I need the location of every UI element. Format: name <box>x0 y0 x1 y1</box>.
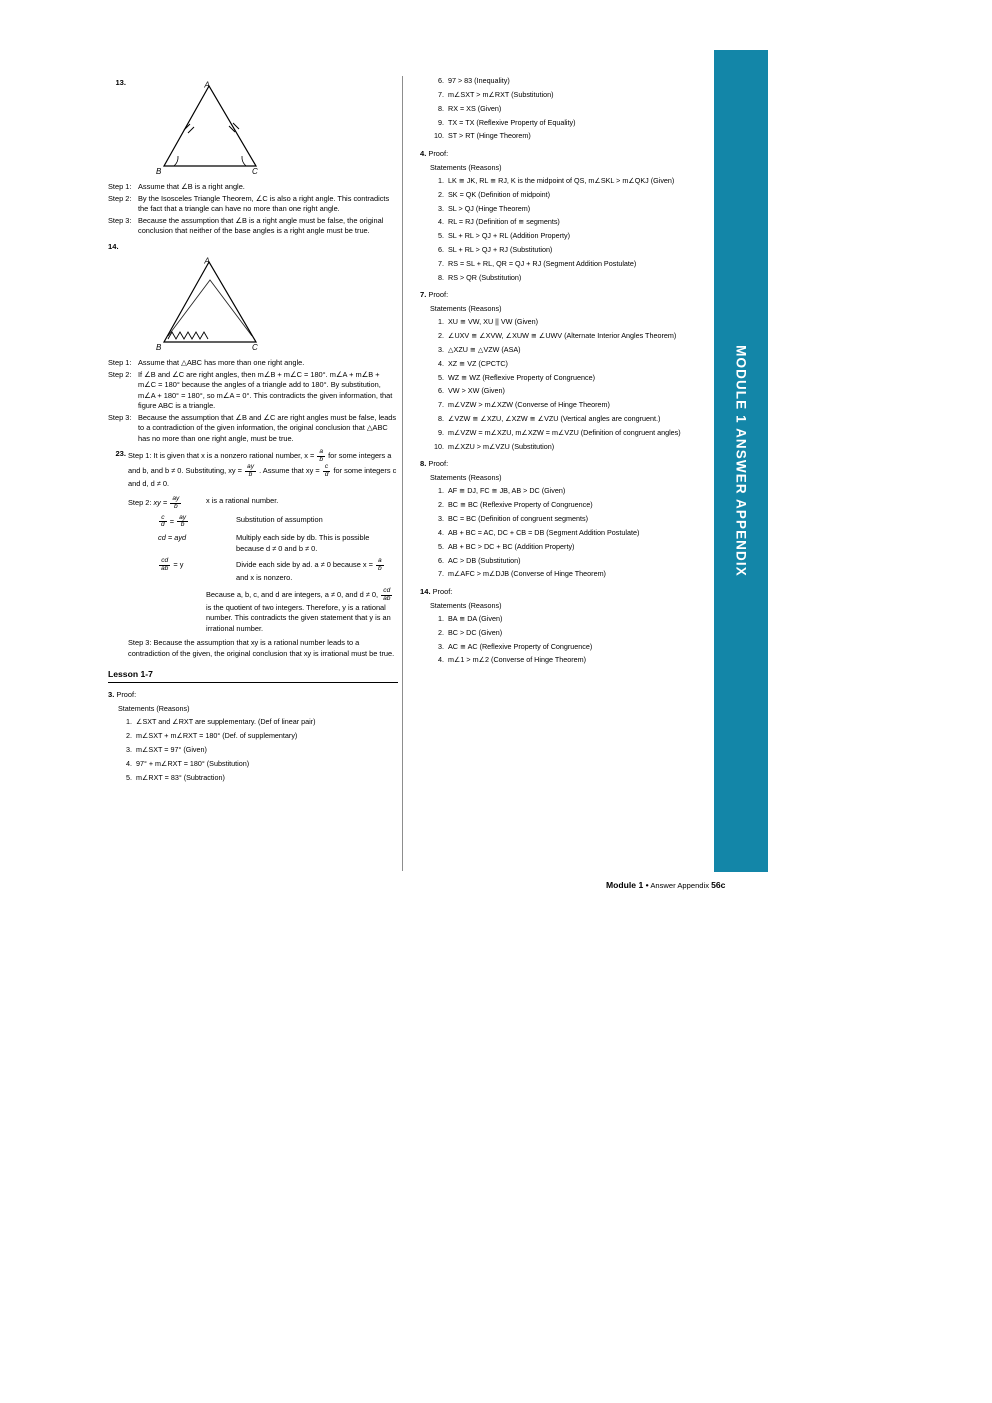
item-14-step-3-text: Because the assumption that ∠B and ∠C are right angles must be false, leads to a contradiction of the given information, the original conclusion that △ABC has no more than one right angle, must be true. <box>138 412 397 443</box>
item-3-number: 3. <box>108 690 115 700</box>
list-item: 8. RS > QR (Substitution) <box>438 272 522 282</box>
svg-text:B: B <box>156 167 162 176</box>
item-13-step-1-text: Assume that ∠B is a right angle. <box>138 182 245 191</box>
item-13-step-1 <box>108 182 398 193</box>
left-column <box>108 76 398 787</box>
item-23-row-1-left <box>128 496 206 511</box>
item-13-step-2-label: Step 2: <box>108 193 132 203</box>
item-23-step-1 <box>128 449 398 489</box>
item-14-step-3 <box>108 413 398 445</box>
list-item: 3. AC ≅ AC (Reflexive Property of Congruence) <box>438 641 593 651</box>
item-23-row-2-left <box>128 515 236 530</box>
item-7-proof-label: Proof: <box>428 290 449 300</box>
svg-text:B: B <box>156 343 162 353</box>
item-23-row-3-right: Multiply each side by db. This is possible because d ≠ 0 and b ≠ 0. <box>236 533 370 553</box>
lesson-heading: Lesson 1-7 <box>108 669 153 680</box>
item-4-proof-label: Proof: <box>428 148 449 158</box>
list-item: 1. LK ≅ JK, RL ≅ RJ, K is the midpoint of QS, m∠SKL > m∠QKJ (Given) <box>438 175 675 185</box>
item-23-closing <box>206 588 398 634</box>
list-item: 7. m∠SXT > m∠RXT (Substitution) <box>438 89 554 99</box>
answer-item-14-right <box>420 587 710 665</box>
list-item: 2. m∠SXT + m∠RXT = 180° (Def. of supplementary) <box>126 731 298 741</box>
item-7-number: 7. <box>420 290 427 300</box>
item-14-step-1-label: Step 1: <box>108 358 132 368</box>
answer-item-23 <box>108 449 398 659</box>
item-23-row-4-right-post: and x is nonzero. <box>236 573 293 583</box>
item-23-row-4-left <box>128 558 236 583</box>
list-item: 9. m∠VZW = m∠XZU, m∠XZW = m∠VZU (Definition of congruent angles) <box>438 428 681 438</box>
item-14-right-proof-label: Proof: <box>432 586 453 596</box>
footer-module: Module 1 • <box>606 880 649 890</box>
item-3-proof-label: Proof: <box>116 690 137 700</box>
fraction-ay-over-b-2: $\frac{ay}{b}$ <box>172 494 180 510</box>
item-23-step-3: Step 3: Because the assumption that xy is a rational number leads to a contradiction of the given, the original conclusion that xy is irrational must be true. <box>128 638 395 658</box>
fraction-ay-over-b: $\frac{ay}{b}$ <box>247 463 254 479</box>
item-23-number: 23. <box>115 449 126 459</box>
list-item: 3. BC = BC (Definition of congruent segments) <box>438 513 589 523</box>
item-8-number: 8. <box>420 459 427 469</box>
item-4-statements <box>430 176 710 282</box>
item-4-proof-head <box>420 149 710 160</box>
item-23-row-2-eq: = <box>169 516 175 526</box>
list-item: 4. AB + BC = AC, DC + CB = DB (Segment Addition Postulate) <box>438 527 640 537</box>
item-3-proof-head <box>108 690 398 701</box>
list-item: 2. BC > DC (Given) <box>438 627 503 637</box>
list-item: 6. SL + RL > QJ + RJ (Substitution) <box>438 245 553 255</box>
item-23-step-1-pre: Step 1: It is given that x is a nonzero rational number, x = <box>128 451 315 461</box>
item-13-step-2 <box>108 194 398 215</box>
triangle-figure-14 <box>144 254 294 354</box>
item-4-statements-title: Statements (Reasons) <box>430 162 502 172</box>
item-14-number: 14. <box>108 241 119 251</box>
list-item: 10. m∠XZU > m∠VZU (Substitution) <box>434 441 555 451</box>
item-13-step-3-label: Step 3: <box>108 215 132 225</box>
answer-item-7 <box>420 290 710 451</box>
list-item: 6. 97 > 83 (Inequality) <box>438 76 510 85</box>
item-23-row-3-left: cd = ayd <box>158 533 187 543</box>
item-13-step-1-label: Step 1: <box>108 182 132 191</box>
item-23-closing-post: is the quotient of two integers. Therefore, y is a rational number. This contradicts the given statement that y is an irrational number. <box>206 602 391 633</box>
item-23-row-1-expr: xy = <box>153 497 168 507</box>
answer-item-14 <box>108 242 398 445</box>
item-14-step-2 <box>108 370 398 412</box>
item-14-step-1-text: Assume that △ABC has more than one right angle. <box>138 358 305 368</box>
item-7-statements-title: Statements (Reasons) <box>430 303 502 313</box>
item-8-proof-label: Proof: <box>428 459 449 469</box>
continued-statements <box>430 76 710 141</box>
svg-text:C: C <box>252 167 258 176</box>
list-item: 5. WZ ≅ WZ (Reflexive Property of Congruence) <box>438 372 596 382</box>
answer-item-4 <box>420 149 710 282</box>
right-column <box>420 76 710 670</box>
item-23-step-2-block <box>128 496 398 660</box>
item-3-statements <box>118 717 398 782</box>
list-item: 9. TX = TX (Reflexive Property of Equality) <box>438 117 576 127</box>
item-23-row-3 <box>128 533 398 554</box>
item-23-row-2 <box>128 515 398 530</box>
list-item: 5. m∠RXT = 83° (Subtraction) <box>126 772 225 782</box>
list-item: 3. SL > QJ (Hinge Theorem) <box>438 203 531 213</box>
fraction-c-over-d-2: $\frac{c}{d}$ <box>161 513 165 529</box>
fraction-cd-over-ab-2: $\frac{cd}{ab}$ <box>383 586 391 602</box>
fraction-cd-over-ab: $\frac{cd}{ab}$ <box>161 557 169 573</box>
list-item: 3. m∠SXT = 97° (Given) <box>126 744 207 754</box>
item-14-step-1 <box>108 358 398 369</box>
answer-item-3 <box>108 690 398 782</box>
fraction-a-over-b-2: $\frac{a}{b}$ <box>378 557 382 573</box>
item-4-number: 4. <box>420 148 427 158</box>
item-14-right-proof-head <box>420 587 710 598</box>
list-item: 1. BA ≅ DA (Given) <box>438 613 503 623</box>
item-14-step-3-label: Step 3: <box>108 412 132 422</box>
fraction-c-over-d: $\frac{c}{d}$ <box>324 463 329 479</box>
list-item: 1. AF ≅ DJ, FC ≅ JB, AB > DC (Given) <box>438 486 566 496</box>
page-footer <box>606 880 725 890</box>
list-item: 4. XZ ≅ VZ (CPCTC) <box>438 358 508 368</box>
item-7-proof-head <box>420 290 710 301</box>
item-23-row-4-eq: = y <box>173 560 184 570</box>
list-item: 10. ST > RT (Hinge Theorem) <box>434 131 531 141</box>
list-item: 8. RX = XS (Given) <box>438 103 502 113</box>
item-23-row-1 <box>128 496 398 511</box>
triangle-figure-13 <box>144 78 294 178</box>
svg-text:A: A <box>204 256 210 266</box>
item-14-step-2-label: Step 2: <box>108 369 132 379</box>
item-8-statements-title: Statements (Reasons) <box>430 473 502 483</box>
item-3-statements-title: Statements (Reasons) <box>118 703 190 713</box>
item-14-right-statements <box>430 614 710 665</box>
list-item: 4. m∠1 > m∠2 (Converse of Hinge Theorem) <box>438 655 586 665</box>
list-item: 7. RS = SL + RL, QR = QJ + RJ (Segment Addition Postulate) <box>438 258 637 268</box>
module-side-tab-label: MODULE 1 ANSWER APPENDIX <box>733 345 749 577</box>
list-item: 4. 97° + m∠RXT = 180° (Substitution) <box>126 758 250 768</box>
item-23-step-1-end: for some integers c and d, d ≠ 0. <box>128 466 397 489</box>
footer-label: Answer Appendix <box>648 881 712 890</box>
list-item: 3. △XZU ≅ △VZW (ASA) <box>438 344 521 354</box>
item-23-step-1-post: . Assume that xy = <box>259 466 320 476</box>
list-item: 2. SK = QK (Definition of midpoint) <box>438 189 551 199</box>
svg-text:A: A <box>204 80 210 90</box>
item-23-step-1-mid: for some integers a and b, and b ≠ 0. Substituting, xy = <box>128 451 392 476</box>
item-8-proof-head <box>420 459 710 470</box>
item-23-step-2-label: Step 2: <box>128 497 152 507</box>
item-7-statements <box>430 317 710 451</box>
list-item: 4. RL = RJ (Definition of ≅ segments) <box>438 217 560 227</box>
list-item: 2. ∠UXV ≅ ∠XVW, ∠XUW ≅ ∠UWV (Alternate Interior Angles Theorem) <box>438 331 677 341</box>
list-item: 8. ∠VZW ≅ ∠XZU, ∠XZW ≅ ∠VZU (Vertical angles are congruent.) <box>438 414 661 424</box>
lesson-divider <box>108 682 398 683</box>
list-item: 7. m∠VZW > m∠XZW (Converse of Hinge Theorem) <box>438 400 610 410</box>
item-14-right-number: 14. <box>420 586 431 596</box>
item-23-row-4 <box>128 558 398 583</box>
item-13-step-3 <box>108 216 398 237</box>
fraction-ay-over-b-3: $\frac{ay}{b}$ <box>179 513 187 529</box>
list-item: 1. XU ≅ VW, XU || VW (Given) <box>438 317 539 327</box>
answer-item-13 <box>108 78 398 237</box>
list-item: 1. ∠SXT and ∠RXT are supplementary. (Def of linear pair) <box>126 717 316 727</box>
list-item: 5. SL + RL > QJ + RL (Addition Property) <box>438 231 571 241</box>
item-23-row-4-right <box>236 558 398 583</box>
item-23-row-4-right-pre: Divide each side by ad. a ≠ 0 because x = <box>236 560 373 570</box>
item-23-row-2-right: Substitution of assumption <box>236 514 323 524</box>
fraction-a-over-b: $\frac{a}{b}$ <box>319 448 324 464</box>
footer-page-number: 56c <box>711 880 726 890</box>
item-8-statements <box>430 486 710 579</box>
item-13-step-2-text: By the Isosceles Triangle Theorem, ∠C is also a right angle. This contradicts the fact that a triangle can have no more than one right angle. <box>138 193 390 214</box>
list-item: 5. AB + BC > DC + BC (Addition Property) <box>438 541 575 551</box>
item-13-number: 13. <box>115 78 126 87</box>
item-14-right-statements-title: Statements (Reasons) <box>430 600 502 610</box>
list-item: 7. m∠AFC > m∠DJB (Converse of Hinge Theorem) <box>438 569 606 579</box>
svg-text:C: C <box>252 343 258 353</box>
list-item: 6. VW > XW (Given) <box>438 386 505 396</box>
item-14-step-2-text: If ∠B and ∠C are right angles, then m∠B + m∠C = 180°. m∠A + m∠B + m∠C = 180° because the angles of a triangle add to 180°. By substitution, m∠A + 180° = 180°, so m∠A = 0°. This contradicts the given information, that figure ABC is a triangle. <box>138 369 393 411</box>
item-13-step-3-text: Because the assumption that ∠B is a right angle must be false, the original conclusion that neither of the base angles is a right angle must be true. <box>138 215 384 236</box>
list-item: 6. AC > DB (Substitution) <box>438 555 521 565</box>
list-item: 2. BC ≅ BC (Reflexive Property of Congruence) <box>438 500 593 510</box>
answer-item-8 <box>420 459 710 579</box>
item-23-closing-pre: Because a, b, c, and d are integers, a ≠ 0, and d ≠ 0, <box>206 589 379 599</box>
module-side-tab <box>714 50 768 872</box>
item-23-row-1-right: x is a rational number. <box>206 495 279 505</box>
